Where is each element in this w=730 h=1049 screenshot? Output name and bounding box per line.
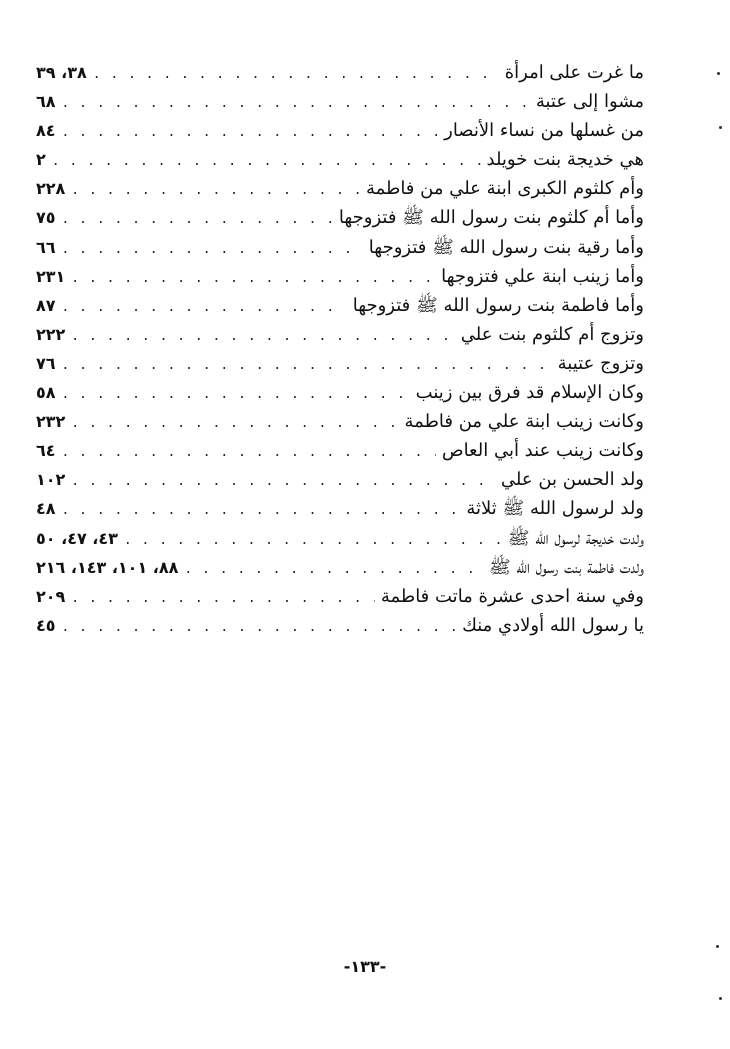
- dot-leader: [62, 89, 530, 118]
- entry-title: مشوا إلى عتبة: [535, 91, 644, 113]
- index-entry: [36, 465, 644, 494]
- index-entry: [36, 378, 644, 407]
- index-entry: [36, 262, 644, 291]
- entry-pages: ٤٨: [36, 499, 56, 519]
- dot-leader: [93, 60, 499, 89]
- entry-title: ما غرت على امرأة: [504, 62, 644, 83]
- entry-title: وتزوج عتيبة: [557, 352, 644, 374]
- entry-title: وتزوج أم كلثوم بنت علي: [460, 323, 644, 345]
- dot-leader: [62, 438, 436, 467]
- entry-title: وكانت زينب ابنة علي من فاطمة: [404, 411, 644, 433]
- index-entry: [36, 291, 644, 320]
- entry-title: هي خديجة بنت خويلد: [486, 149, 644, 171]
- dot-leader: [62, 118, 439, 147]
- entry-title: وأما فاطمة بنت رسول الله ﷺ فتزوجها: [352, 294, 644, 316]
- dot-leader: [62, 293, 347, 322]
- index-entry: [36, 174, 644, 203]
- entry-pages: ٢٢٢: [36, 324, 66, 344]
- entry-pages: ٦٦: [36, 237, 56, 257]
- index-entry: [36, 233, 644, 262]
- scan-speck: [719, 997, 722, 1000]
- entry-pages: ٢: [36, 150, 46, 170]
- entry-title: يا رسول الله أولادي منك: [462, 614, 644, 636]
- entry-title: ولدت خديجة لرسول الله ﷺ: [507, 527, 644, 549]
- index-entry: [36, 320, 644, 349]
- entry-pages: ٨٤: [36, 121, 56, 141]
- dot-leader: [71, 467, 495, 496]
- entry-title: من غسلها من نساء الأنصار: [444, 120, 644, 142]
- dot-leader: [62, 380, 410, 409]
- dot-leader: [62, 205, 333, 234]
- entry-pages: ٤٣، ٤٧، ٥٠: [36, 528, 118, 548]
- index-entry: [36, 582, 644, 611]
- dot-leader: [62, 613, 457, 642]
- dot-leader: [52, 147, 481, 176]
- entry-title: وفي سنة احدى عشرة ماتت فاطمة: [380, 585, 644, 607]
- entry-pages: ٢٢٨: [36, 179, 66, 199]
- scan-speck: [719, 126, 722, 129]
- dot-leader: [71, 409, 398, 438]
- entry-pages: ٢٣٢: [36, 412, 66, 432]
- entry-pages: ٤٥: [36, 615, 56, 635]
- index-entry: [36, 87, 644, 116]
- dot-leader: [71, 264, 435, 293]
- dot-leader: [124, 526, 502, 555]
- entry-title: وكان الإسلام قد فرق بين زينب: [415, 382, 644, 404]
- scan-speck: [717, 72, 720, 75]
- index-entry: [36, 494, 644, 523]
- index-list: [36, 58, 644, 640]
- page-number: -١٣٣-: [343, 957, 387, 976]
- entry-title: وأما رقية بنت رسول الله ﷺ فتزوجها: [368, 236, 644, 258]
- entry-pages: ٢٣١: [36, 266, 66, 286]
- index-entry: [36, 436, 644, 465]
- entry-title: وأما أم كلثوم بنت رسول الله ﷺ فتزوجها: [338, 207, 644, 229]
- index-entry: [36, 553, 644, 582]
- dot-leader: [71, 322, 455, 351]
- dot-leader: [62, 496, 461, 525]
- entry-pages: ١٠٢: [36, 470, 66, 490]
- entry-pages: ٧٥: [36, 208, 56, 228]
- index-entry: [36, 524, 644, 553]
- dot-leader: [184, 555, 483, 584]
- entry-pages: ٨٨، ١٠١، ١٤٣، ٢١٦: [36, 557, 179, 577]
- index-entry: [36, 611, 644, 640]
- entry-title: ولد الحسن بن علي: [500, 469, 644, 491]
- dot-leader: [62, 351, 552, 380]
- index-entry: [36, 145, 644, 174]
- entry-pages: ٢٠٩: [36, 586, 66, 606]
- entry-title: ولدت فاطمة بنت رسول الله ﷺ: [488, 556, 644, 578]
- entry-title: ولد لرسول الله ﷺ ثلاثة: [466, 498, 644, 520]
- index-entry: [36, 116, 644, 145]
- index-entry: [36, 203, 644, 232]
- entry-pages: ٨٧: [36, 295, 56, 315]
- index-entry: [36, 349, 644, 378]
- entry-pages: ٦٤: [36, 441, 56, 461]
- entry-pages: ٣٨، ٣٩: [36, 63, 87, 82]
- dot-leader: [71, 584, 375, 613]
- index-entry: [36, 58, 644, 87]
- entry-title: وأما زينب ابنة علي فتزوجها: [441, 265, 644, 287]
- index-entry: [36, 407, 644, 436]
- dot-leader: [62, 235, 363, 264]
- entry-pages: ٥٨: [36, 383, 56, 403]
- entry-title: وكانت زينب عند أبي العاص: [441, 440, 644, 462]
- entry-pages: ٧٦: [36, 353, 56, 373]
- dot-leader: [71, 176, 360, 205]
- scan-speck: [716, 945, 719, 948]
- entry-title: وأم كلثوم الكبرى ابنة علي من فاطمة: [365, 178, 644, 200]
- entry-pages: ٦٨: [36, 92, 56, 112]
